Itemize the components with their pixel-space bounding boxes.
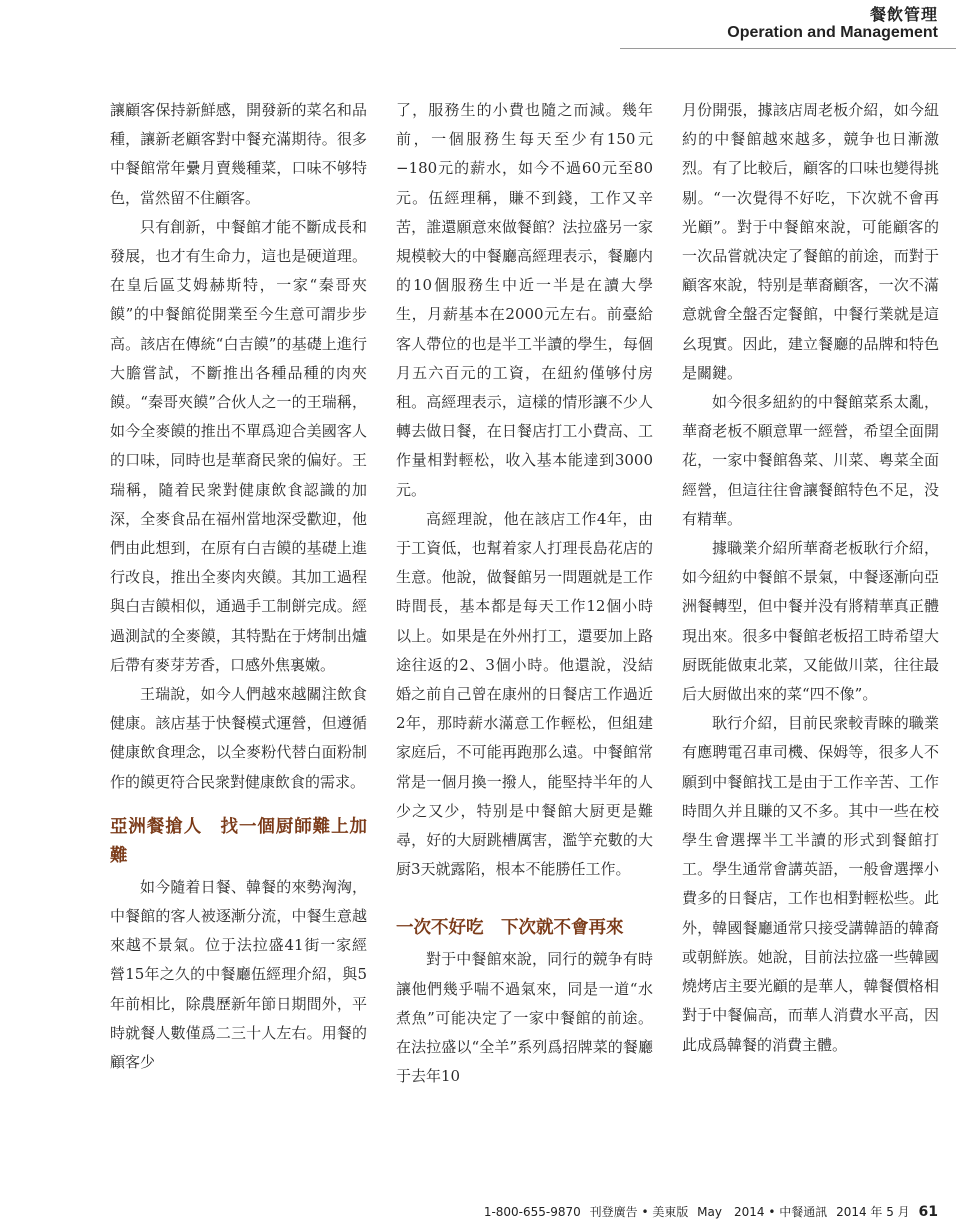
paragraph: 據職業介紹所華裔老板耿行介紹，如今紐約中餐館不景氣，中餐逐漸向亞洲餐轉型，但中餐并没有將精華真正體現出來。很多中餐館老板招工時希望大厨既能做東北菜，又能做川菜，往往最后大厨做出來的菜“四不像”。 xyxy=(682,539,939,704)
paragraph: 只有創新，中餐館才能不斷成長和發展，也才有生命力，這也是硬道理。在皇后區艾姆赫斯特，一家“秦哥夾饃”的中餐館從開業至今生意可謂步步高。該店在傳統“白吉饃”的基礎上進行大膽嘗試，不斷推出各種品種的肉夾饃。“秦哥夾饃”合伙人之一的王瑞稱，如今全麥饃的推出不單爲迎合美國客人的口味，同時也是華裔民衆的偏好。王瑞稱，隨着民衆對健康飲食認識的加深，全麥食品在福州當地深受歡迎，他們由此想到，在原有白吉饃的基礎上進行改良，推出全麥肉夾饃。其加工過程與白吉饃相似，通過手工制餅完成。經過測試的全麥饃，其特點在于烤制出爐后帶有麥芽芳香，口感外焦裏嫩。 xyxy=(110,217,367,674)
header-divider xyxy=(620,48,956,49)
paragraph: 王瑞說，如今人們越來越關注飲食健康。該店基于快餐模式運營，但遵循健康飲食理念，以全麥粉代替白面粉制作的饃更符合民衆對健康飲食的需求。 xyxy=(110,685,367,791)
footer-ad-text: 刊登廣告 • 美東版 xyxy=(589,1205,689,1219)
paragraph: 了，服務生的小費也隨之而減。幾年前，一個服務生每天至少有150元−180元的薪水，如今不過60元至80元。伍經理稱，賺不到錢，工作又辛苦，誰還願意來做餐館？法拉盛另一家規模較大的中餐廳高經理表示，餐廳内的10個服務生中近一半是在讀大學生，月薪基本在2000元左右。前臺給客人帶位的也是半工半讀的學生，每個月五六百元的工資，在紐約僅够付房租。高經理表示，這樣的情形讓不少人轉去做日餐，在日餐店打工小費高、工作量相對輕松，收入基本能達到3000元。 xyxy=(396,101,653,499)
paragraph: 高經理說，他在該店工作4年，由于工資低，也幫着家人打理長島花店的生意。他說，做餐館另一問題就是工作時間長，基本都是每天工作12個小時以上。如果是在外州打工，還要加上路途往返的2、3個小時。他還說，没結婚之前自己曾在康州的日餐店工作過近2年，那時薪水滿意工作輕松，但組建家庭后，不可能再跑那么遠。中餐館常常是一個月換一撥人，能堅持半年的人少之又少，特别是中餐館大厨更是難尋，好的大厨跳槽厲害，濫竽充數的大厨3天就露陷，根本不能勝任工作。 xyxy=(396,509,653,879)
section-title: 餐飲管理 xyxy=(869,5,938,24)
paragraph: 對于中餐館來說，同行的競争有時讓他們幾乎喘不過氣來，同是一道“水煮魚”可能决定了一家中餐館的前途。在法拉盛以“全羊”系列爲招牌菜的餐廳于去年10 xyxy=(396,950,653,1086)
page-footer xyxy=(479,1203,938,1220)
paragraph: 耿行介紹，目前民衆較青睞的職業有應聘電召車司機、保姆等，很多人不願到中餐館找工是由于工作辛苦、工作時間久并且賺的又不多。其中一些在校學生會選擇半工半讀的形式到餐館打工。學生通常會講英語，一般會選擇小費多的日餐店，工作也相對輕松些。此外，韓國餐廳通常只接受講韓語的韓裔或朝鮮族。她說，目前法拉盛一些韓國燒烤店主要光顧的是華人，韓餐價格相對于中餐偏高，而華人消費水平高，因此成爲韓餐的消費主體。 xyxy=(682,714,939,1054)
footer-phone: 1-800-655-9870 xyxy=(483,1205,581,1219)
footer-issue-zh: 2014 年 5 月 xyxy=(836,1205,910,1219)
section-heading: 一次不好吃 下次就不會再來 xyxy=(396,918,624,939)
page-number: 61 xyxy=(918,1204,938,1220)
paragraph: 如今很多紐約的中餐館菜系太亂，華裔老板不願意單一經營，希望全面開花，一家中餐館魯菜、川菜、粵菜全面經營，但這往往會讓餐館特色不足，没有精華。 xyxy=(682,393,939,528)
article-column-3 xyxy=(682,96,939,1060)
article-column-2 xyxy=(396,96,653,1092)
section-subtitle: Operation and Management xyxy=(727,24,938,41)
article-column-1 xyxy=(110,96,367,1077)
section-heading: 亞洲餐搶人 找一個厨師難上加難 xyxy=(110,816,367,866)
footer-issue-en: May 2014 • 中餐通訊 xyxy=(697,1205,828,1219)
paragraph: 讓顧客保持新鮮感，開發新的菜名和品種，讓新老顧客對中餐充滿期待。很多中餐館常年纍月賣幾種菜，口味不够特色，當然留不住顧客。 xyxy=(110,101,367,207)
paragraph: 月份開張，據該店周老板介紹，如今紐約的中餐館越來越多，競争也日漸激烈。有了比較后，顧客的口味也變得挑剔。“一次覺得不好吃，下次就不會再光顧”。對于中餐館來說，可能顧客的一次品嘗就决定了餐館的前途，而對于顧客來說，特别是華裔顧客，一次不滿意就會全盤否定餐館，中餐行業就是這幺現實。因此，建立餐廳的品牌和特色是關鍵。 xyxy=(682,101,939,382)
paragraph: 如今隨着日餐、韓餐的來勢洶洶，中餐館的客人被逐漸分流，中餐生意越來越不景氣。位于法拉盛41街一家經營15年之久的中餐廳伍經理介紹，與5年前相比，除農歷新年節日期間外，平時就餐人數僅爲二三十人左右。用餐的顧客少 xyxy=(110,877,367,1072)
